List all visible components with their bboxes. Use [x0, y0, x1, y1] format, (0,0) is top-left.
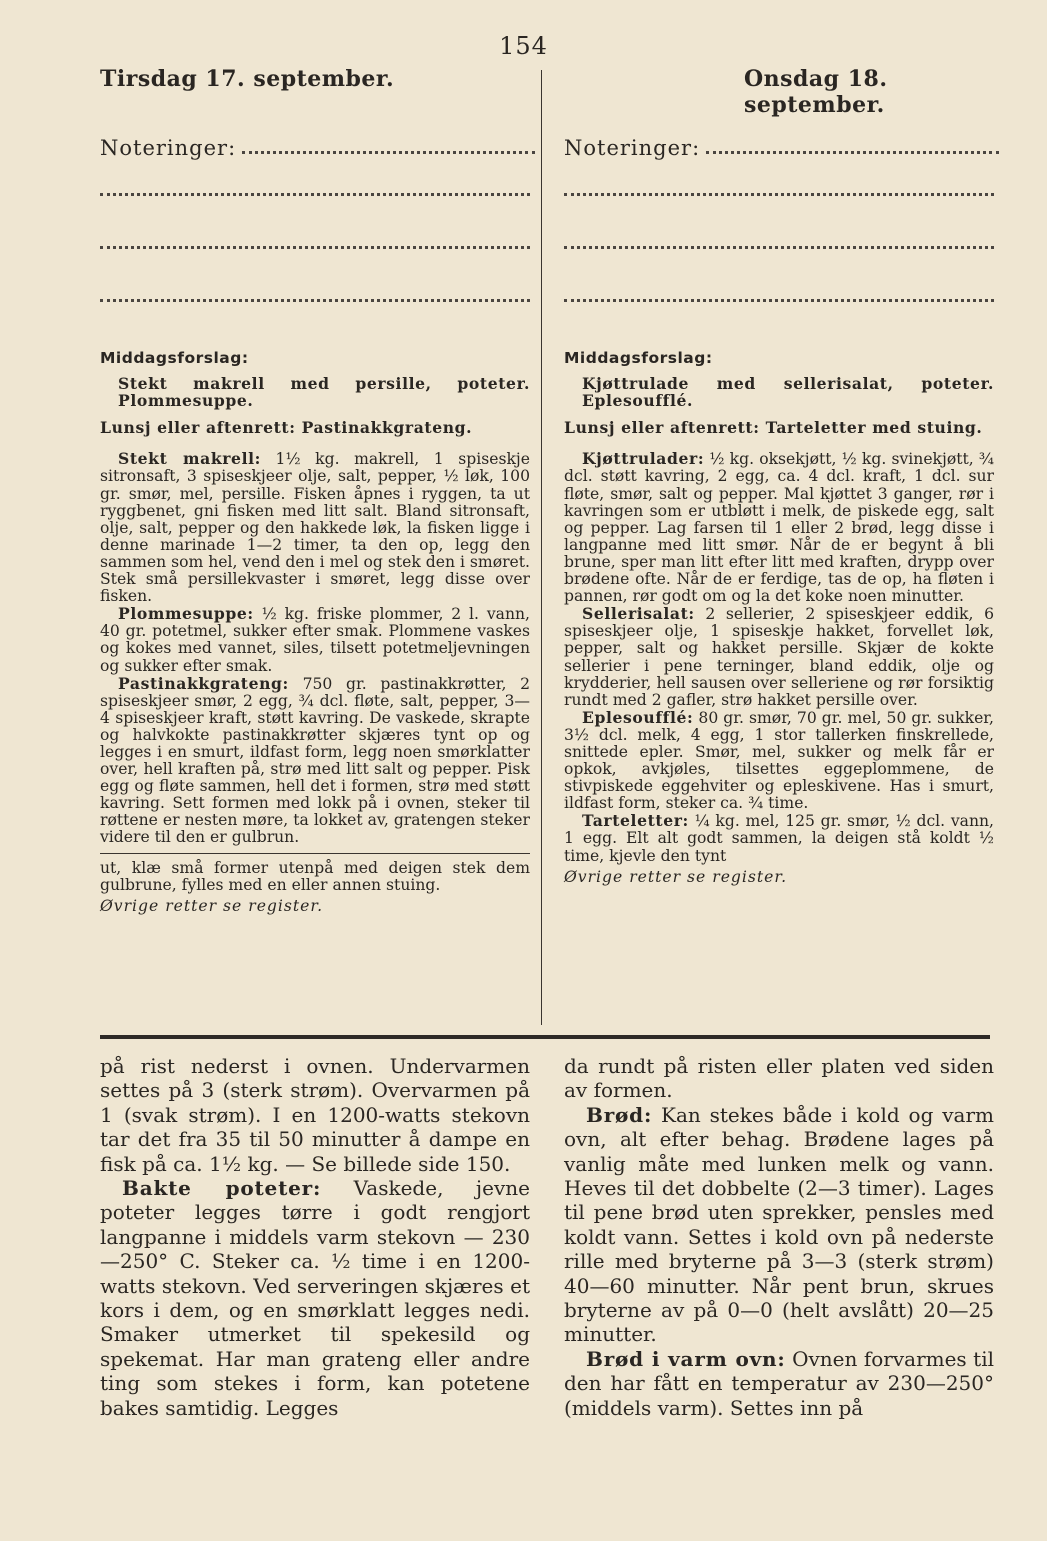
- column-divider: [541, 70, 542, 1025]
- bottom-text: Kan stekes både i kold og varm ovn, alt efter behag. Brødene lages på vanlig måte med lunken melk og vann. Heves til det dobbelte (2—3 timer). Lages til pene brød uten sprekker, pensles med koldt vann. Settes i kold ovn på nederste rille med bryterne på 3—3 (sterk strøm) 40—60 minutter. Når pent brun, skrues bryterne av på 0—0 (helt avslått) 20—25 minutter.: [564, 1102, 994, 1347]
- bottom-title: Brød i varm ovn:: [586, 1346, 786, 1371]
- bottom-title: Brød:: [586, 1102, 653, 1127]
- bottom-text-left: [100, 1054, 530, 1420]
- recipe-title: Plommesuppe:: [118, 604, 254, 624]
- recipe-title: Tarteletter:: [582, 811, 689, 831]
- page-number: 154: [499, 32, 548, 60]
- bottom-paragraph: [564, 1103, 994, 1347]
- recipe-paragraph: [564, 450, 994, 605]
- notes-dotline: [564, 193, 994, 196]
- day-header-left: Tirsdag 17. september.: [100, 66, 395, 92]
- bottom-text: Vaskede, jevne poteter legges tørre i godt rengjort langpanne i middels varm stekovn — 230—250° C. Steker ca. ½ time i en 1200-watts stekovn. Ved serveringen skjæres et kors i dem, og en smørklatt legges nedi. Smaker utmerket til spekesild og spekemat. Har man grateng eller andre ting som stekes i form, kan potetene bakes samtidig. Legges: [100, 1176, 530, 1420]
- bottom-paragraph: [100, 1054, 530, 1176]
- notes-label-right: Noteringer:: [564, 136, 701, 160]
- recipe-text: 2 sellerier, 2 spiseskjeer eddik, 6 spiseskjeer olje, 1 spiseskje hakket, forvellet løk, pepper, salt og hakket persille. Skjær de kokte sellerier i pene terninger, bland eddik, olje og krydderier, hell sausen over selleriene og rør forsiktig rundt med 2 gafler, strø hakket persille over.: [564, 605, 994, 709]
- recipe-title: Pastinakkgrateng:: [118, 673, 289, 693]
- bottom-paragraph: [564, 1054, 994, 1103]
- other-recipes-note: Øvrige retter se register.: [100, 896, 324, 915]
- horizontal-rule: [100, 1035, 990, 1039]
- lunch-suggestion: Lunsj eller aftenrett: Pastinakkgrateng.: [100, 418, 473, 438]
- bottom-text: da rundt på risten eller platen ved siden av formen.: [564, 1054, 994, 1103]
- bottom-title: Bakte poteter:: [122, 1176, 322, 1201]
- recipe-paragraph: [100, 675, 530, 847]
- notes-row-left: [100, 128, 535, 160]
- bottom-text: Ovnen forvarmes til den har fått en temperatur av 230—250° (middels varm). Settes inn på: [564, 1346, 995, 1420]
- notes-dotline: [564, 299, 994, 302]
- recipe-text: 1½ kg. makrell, 1 spiseskje sitronsaft, 3 spiseskjeer olje, salt, pepper, ½ løk, 100 gr. smør, mel, persille. Fisken åpnes i ryggen, ta ut ryggbenet, gni fisken med litt salt. Bland sitronsaft, olje, salt, pepper og den hakkede løk, la fisken ligge i denne marinade 1—2 timer, ta den op, legg den sammen som hel, vend den i mel og stek den i smøret. Stek små persillekvaster i smøret, legg disse over fisken.: [100, 450, 531, 606]
- recipe-paragraph: [564, 605, 994, 709]
- section-rule: [100, 853, 530, 854]
- recipe-text: ½ kg. oksekjøtt, ½ kg. svinekjøtt, ¾ dcl. støtt kavring, 2 egg, ca. 4 dcl. kraft, 1 dcl. sur fløte, smør, salt og pepper. Mal kjøttet 3 ganger, rør i kavringen som er utbløtt i melk, de piskede egg, salt og pepper. Lag farsen til 1 eller 2 brød, legg disse i langpanne med litt smør. Når de er begynt å bli brune, sper man litt efter litt med kraften, drypp over brødene ofte. Når de er ferdige, tas de op, ha fløten i pannen, rør godt om og la det koke noen minutter.: [564, 450, 994, 606]
- recipe-paragraph: [100, 450, 530, 605]
- recipe-text: 80 gr. smør, 70 gr. mel, 50 gr. sukker, 3½ dcl. melk, 4 egg, 1 stor tallerken finskrellede, snittede epler. Smør, mel, sukker og melk får er opkok, avkjøles, tilsettes eggeplommene, de stivpiskede eggehviter og epleskivene. Has i smurt, ildfast form, steker ca. ¾ time.: [564, 708, 994, 813]
- lunch-suggestion: Lunsj eller aftenrett: Tarteletter med stuing.: [564, 418, 983, 438]
- recipe-block-left: [100, 350, 530, 930]
- notes-dotline: [242, 151, 535, 154]
- recipe-text: ¼ kg. mel, 125 gr. smør, ½ dcl. vann, 1 egg. Elt alt godt sammen, la deigen stå koldt ½ time, kjevle den tynt: [564, 812, 994, 865]
- recipe-title: Eplesoufflé:: [582, 707, 694, 727]
- notes-label-left: Noteringer:: [100, 136, 237, 160]
- recipe-title: Stekt makrell:: [118, 449, 261, 469]
- notes-dotline: [564, 246, 994, 249]
- bottom-text-right: [564, 1054, 994, 1420]
- notes-dotline: [706, 151, 999, 154]
- bottom-paragraph: [100, 1176, 530, 1420]
- recipe-continuation: ut, klæ små former utenpå med deigen stek dem gulbrune, fylles med en eller annen stuing.: [100, 858, 530, 894]
- dish-of-day: Kjøttrulade med sellerisalat, poteter. Eplesoufflé.: [582, 374, 994, 411]
- recipe-title: Sellerisalat:: [582, 604, 695, 624]
- notes-dotline: [100, 193, 530, 196]
- dinner-suggestion-label: Middagsforslag:: [100, 349, 249, 367]
- recipe-text: ½ kg. friske plommer, 2 l. vann, 40 gr. potetmel, sukker efter smak. Plommene vaskes og kokes med vannet, siles, tilsett potetmeljevningen og sukker efter smak.: [100, 605, 530, 675]
- other-recipes-note: Øvrige retter se register.: [564, 867, 788, 886]
- bottom-paragraph: [564, 1347, 994, 1420]
- recipe-block-right: [564, 350, 994, 901]
- recipe-paragraph: [564, 812, 994, 864]
- day-header-right: Onsdag 18. september.: [744, 66, 888, 118]
- dish-of-day: Stekt makrell med persille, poteter. Plommesuppe.: [118, 374, 530, 411]
- notes-dotline: [100, 299, 530, 302]
- bottom-text: på rist nederst i ovnen. Undervarmen settes på 3 (sterk strøm). Overvarmen på 1 (svak strøm). I en 1200-watts stekovn tar det fra 35 til 50 minutter å dampe en fisk på ca. 1½ kg. — Se billede side 150.: [100, 1054, 530, 1176]
- notes-dotline: [100, 246, 530, 249]
- dinner-suggestion-label: Middagsforslag:: [564, 349, 713, 367]
- notes-row-right: [564, 128, 999, 160]
- recipe-title: Kjøttrulader:: [582, 449, 705, 469]
- recipe-paragraph: [564, 709, 994, 813]
- recipe-text: 750 gr. pastinakkrøtter, 2 spiseskjeer smør, 2 egg, ¾ dcl. fløte, salt, pepper, 3—4 spiseskjeer kraft, støtt kavring. De vaskede, skrapte og halvkokte pastinakkrøtter skjæres tynt op og legges i en smurt, ildfast form, legg noen smørklatter over, hell kraften på, strø med litt salt og pepper. Pisk egg og fløte sammen, hell det i formen, strø med støtt kavring. Sett formen med lokk på i ovnen, steker til røttene er nesten møre, ta lokket av, gratengen steker videre til den er gulbrun.: [100, 674, 530, 847]
- recipe-paragraph: [100, 605, 530, 674]
